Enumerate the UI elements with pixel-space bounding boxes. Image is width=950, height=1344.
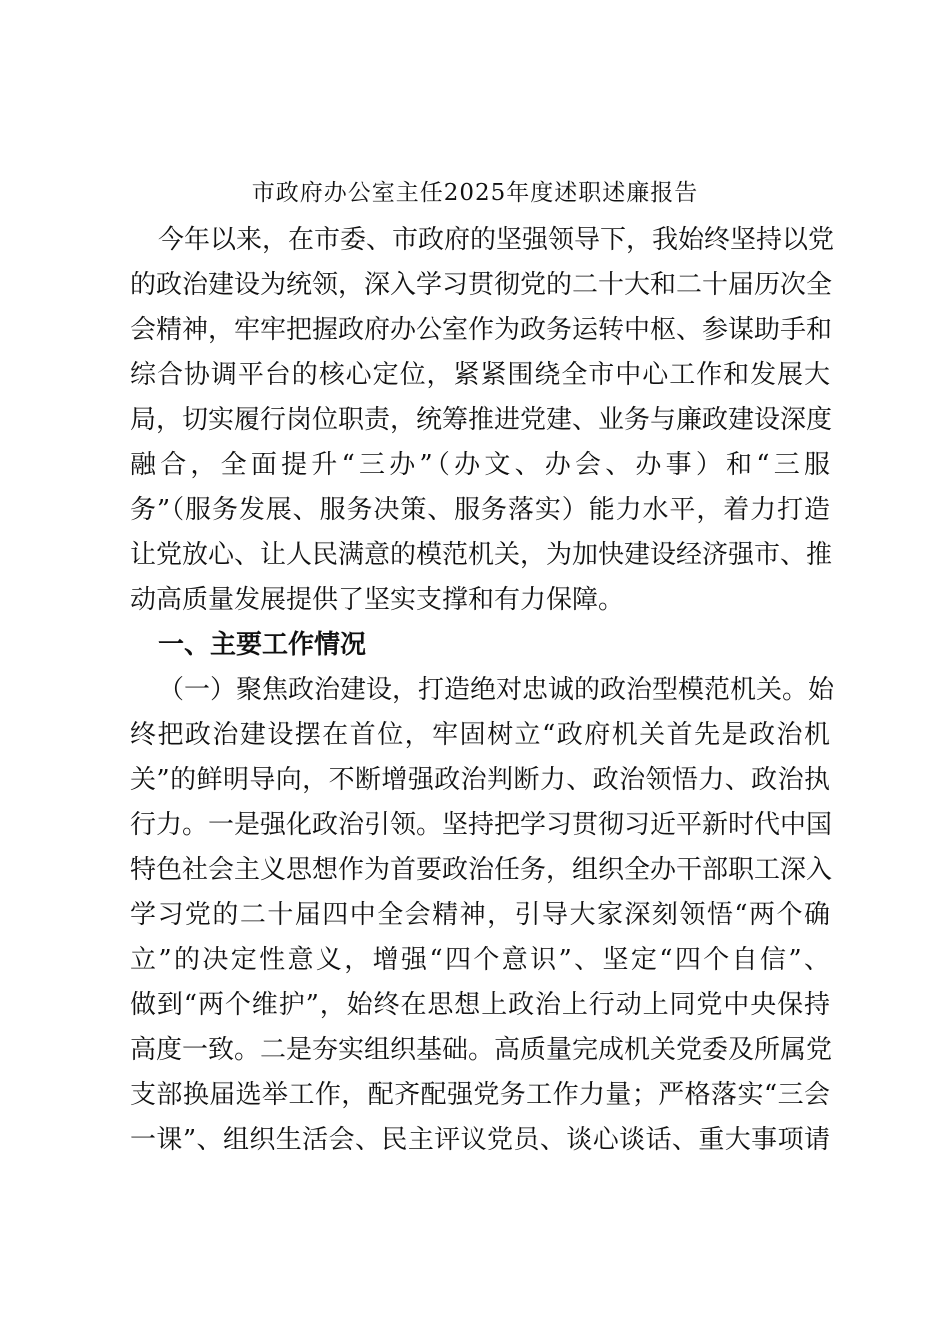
intro-line: 会精神，牢牢把握政府办公室作为政务运转中枢、参谋助手和 bbox=[130, 315, 833, 345]
section-line: 做到“两个维护”，始终在思想上政治上行动上同党中央保持 bbox=[130, 990, 830, 1020]
section-line: 学习党的二十届四中全会精神，引导大家深刻领悟“两个确 bbox=[130, 900, 830, 930]
intro-line: 局，切实履行岗位职责，统筹推进党建、业务与廉政建设深度 bbox=[130, 405, 833, 435]
section-line: 支部换届选举工作，配齐配强党务工作力量；严格落实“三会 bbox=[130, 1080, 830, 1110]
intro-line: 动高质量发展提供了坚实支撑和有力保障。 bbox=[130, 585, 625, 615]
section-line: 高度一致。二是夯实组织基础。高质量完成机关党委及所属党 bbox=[130, 1035, 833, 1065]
intro-line: 的政治建设为统领，深入学习贯彻党的二十大和二十届历次全 bbox=[130, 270, 833, 300]
intro-line: 今年以来，在市委、市政府的坚强领导下，我始终坚持以党 bbox=[158, 225, 835, 255]
section-heading: 一、主要工作情况 bbox=[158, 630, 367, 660]
intro-line: 融合，全面提升“三办”（办文、办会、办事）和“三服 bbox=[130, 450, 830, 480]
intro-line: 务”（服务发展、服务决策、服务落实）能力水平，着力打造 bbox=[130, 495, 830, 525]
section-line: 一课”、组织生活会、民主评议党员、谈心谈话、重大事项请 bbox=[130, 1125, 830, 1155]
section-line: 立”的决定性意义，增强“四个意识”、坚定“四个自信”、 bbox=[130, 945, 830, 975]
section-line: 关”的鲜明导向，不断增强政治判断力、政治领悟力、政治执 bbox=[130, 765, 830, 795]
section-line: （一）聚焦政治建设，打造绝对忠诚的政治型模范机关。始 bbox=[158, 675, 835, 705]
intro-line: 综合协调平台的核心定位，紧紧围绕全市中心工作和发展大 bbox=[130, 360, 830, 390]
section-line: 特色社会主义思想作为首要政治任务，组织全办干部职工深入 bbox=[130, 855, 833, 885]
intro-line: 让党放心、让人民满意的模范机关，为加快建设经济强市、推 bbox=[130, 540, 833, 570]
section-line: 行力。一是强化政治引领。坚持把学习贯彻习近平新时代中国 bbox=[130, 810, 833, 840]
document-title: 市政府办公室主任2025年度述职述廉报告 bbox=[251, 180, 699, 206]
section-line: 终把政治建设摆在首位，牢固树立“政府机关首先是政治机 bbox=[130, 720, 830, 750]
